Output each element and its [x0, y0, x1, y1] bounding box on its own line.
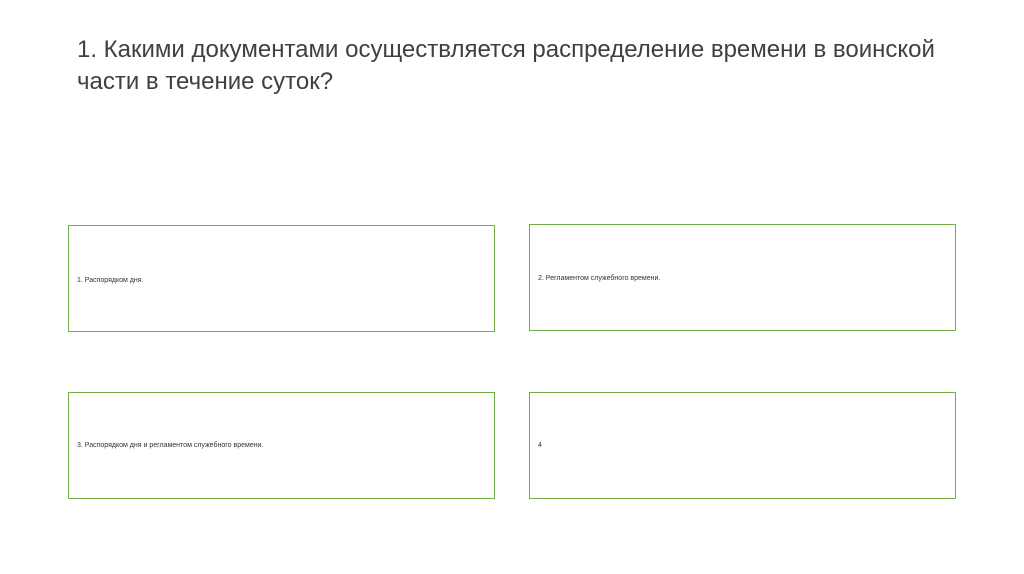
answer-option-3[interactable]: [68, 392, 495, 499]
answer-option-1[interactable]: [68, 225, 495, 332]
answer-option-2-label: 2. Регламентом служебного времени.: [538, 275, 661, 282]
question-title: 1. Какими документами осуществляется распределение времени в воинской части в течение суток?: [77, 36, 935, 95]
answer-option-3-label: 3. Распорядком дня и регламентом служебного времени.: [77, 442, 264, 449]
answer-option-2[interactable]: [529, 224, 956, 331]
answer-option-4[interactable]: [529, 392, 956, 499]
answer-option-1-label: 1. Распорядком дня.: [77, 277, 144, 284]
answer-option-4-label: 4: [538, 442, 542, 449]
